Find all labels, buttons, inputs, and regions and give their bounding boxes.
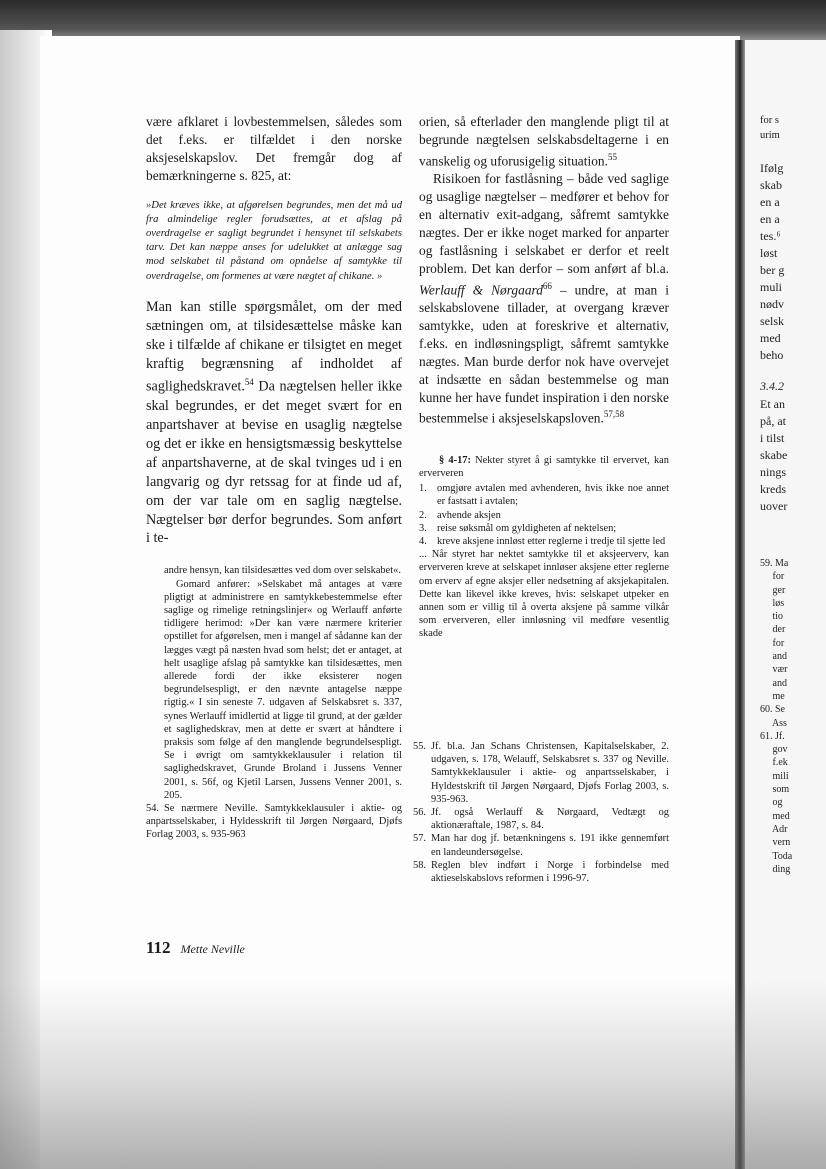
footnote-continued-2: Gomard anfører: »Selskabet må antages at være pligtigt at administrere en samtykkebestemmelse efter saglige og rimelige retningslinjer« og Werlauff anførte tidligere herimod: »Der kan være nærmere kriterier opstillet for afgørelsen, men i mangel af sådanne kan der lægges vægt på næsten hvad som helst; det er antaget, at helt usaglige afslag på samtykke kan tilsidesættes, men allerede fordi der ikke eksisterer nogen begrundelsespligt, er den nævnte antagelse næppe rigtig.« I sin seneste 7. udgaven af Selskabsret s. 337, synes Werlauff imidlertid at ligge til grund, at der gælder et saglighedskrav, men at dette er svært at håndtere i praksis som følge af den manglende begrundelsespligt. Se i øvrigt om samtykkeklausuler i relation til saglighedskravet, Grunde Broland i Jussens Venner 2001, s. 56f, og Kjetil Larsen, Jussens Venner 2001, s. 205. — [164, 578, 402, 801]
footnote-continued: andre hensyn, kan tilsidesættes ved dom over selskabet«. — [164, 565, 401, 577]
law-item: 2. avhende aksjen — [419, 509, 501, 521]
facing-line: 59. Ma — [760, 558, 789, 569]
paragraph-continued: orien, så efterlader den manglende pligt til at begrunde nægtelsen selskabsdeltagerne i en vanskelig og uforusigelig situation.$^{55}$ — [419, 114, 669, 169]
law-tail: ... Når styret har nektet samtykke til et aksjeerverv, kan erververen kreve at selskapet innløser aksjene etter reglerne om erverv af egne aksjer eller nedsetning af aksjekapitalen. Dette kan likevel ikke kreves, hvis: selskapet utpeker en annen som er villig til å overta aksjene på samme vilkår som erververen, eller innløsning vil medføre vesentlig skade — [419, 549, 669, 640]
facing-line: nings — [760, 465, 787, 479]
law-item: 3. reise søksmål om gyldigheten af nektelsen; — [419, 522, 617, 534]
facing-line: ger — [760, 584, 786, 596]
left-column — [146, 113, 402, 842]
facing-line: Ifølg — [760, 161, 784, 175]
facing-line: and — [760, 651, 787, 663]
facing-line: skabe — [760, 448, 788, 462]
paragraph-main: Man kan stille spørgsmålet, om der med sætningen om, at tilsidesættelse måske kan ske i tilfælde af chikane er tilsigtet en meget kraftig begrænsning af indholdet af saglighedskravet.$^{54}$ Da nægtelsen heller ikke skal begrundes, er det meget svært for en anpartshaver at bevise en usaglig nægtelse og det er ikke en hensigtsmæssig beskyttelse af anpartshaverne, at de skal tvinges ud i en langvarig og dyr retssag for at finde ud af, om der var tale om en saglig nægtelse. Nægtelser bør derfor begrundes. Som anført i te- — [146, 298, 402, 547]
footnote-ref-55[interactable]: 55 — [607, 151, 617, 162]
page-footer — [146, 938, 245, 958]
scan-bottom-grain — [0, 980, 826, 1169]
facing-line: Et an — [760, 397, 785, 411]
facing-line: ber g — [760, 263, 785, 277]
facing-heading: 3.4.2 — [760, 379, 784, 393]
norwegian-law-excerpt — [419, 454, 669, 641]
law-items — [419, 482, 669, 548]
facing-line: urim — [760, 130, 780, 141]
running-author: Mette Neville — [180, 942, 245, 956]
facing-line: i tilst — [760, 431, 785, 445]
author-citation: Werlauff & Nørgaard — [419, 282, 543, 298]
facing-line: med — [760, 331, 784, 345]
facing-line: Adr — [760, 823, 788, 835]
facing-line: vær — [760, 664, 788, 676]
facing-line: tio — [760, 611, 784, 623]
facing-line: uover — [760, 499, 788, 513]
facing-line: mili — [760, 770, 789, 782]
facing-section-lines — [760, 396, 787, 515]
facing-line: på, at — [760, 414, 786, 428]
facing-line: for — [760, 637, 785, 649]
footnotes-right — [413, 740, 669, 885]
footnote-56: 56. Jf. også Werlauff & Nørgaard, Vedtægt og aktionæraftale, 1987, s. 84. — [413, 807, 669, 832]
facing-line: med — [760, 810, 790, 822]
facing-line: løst — [760, 246, 781, 260]
facing-line: 60. Se — [760, 704, 785, 716]
facing-line: beho — [760, 348, 784, 362]
facing-mid-lines — [760, 160, 784, 364]
footnote-ref-56[interactable]: 66 — [542, 280, 552, 291]
footnotes-left — [146, 564, 402, 841]
facing-line: for s — [760, 115, 779, 126]
footnote-58: 58. Reglen blev indført i Norge i forbindelse med aktieselskabslovs reformen i 1996-97. — [413, 859, 669, 885]
facing-line: muli — [760, 280, 783, 294]
facing-line: 61. Jf. — [760, 730, 788, 742]
footnote-57: 57. Man har dog jf. betænkningens s. 191 ikke gennemført en landeundersøgelse. — [413, 833, 669, 858]
facing-line: Ass — [760, 717, 787, 729]
footnote-55: 55. Jf. bl.a. Jan Schans Christensen, Kapitalselskaber, 2. udgaven, s. 178, Welauff, Selskabsret s. 337 og Neville. Samtykkeklausuler i aktie- og anpartsselskaber, i Hyldestskrift til Jørgen Nørgaard, Djøfs Forlag 2003, s. 935-963. — [413, 741, 669, 805]
facing-line: tes.⁶ — [760, 229, 781, 243]
facing-line: og — [760, 797, 785, 809]
facing-line: der — [760, 624, 786, 636]
paragraph-risk: Risikoen for fastlåsning – både ved saglige og usaglige nægtelser – medfører et behov for en alternativ exit-adgang, såfremt samtykke nægtes. Der er ikke noget marked for anparter og fastlåsning i selskabet er derfor et reelt problem. Det kan derfor – som anført af bl.a. Werlauff & Nørgaard$^{66}$ – undre, at man i selskabslovene tillader, at overgang kræver samtykke, uden at foreskrive et alternativ, f.eks. en indløsningspligt, såfremt samtykke nægtes. Man burde derfor nok have overvejet at indsætte en sådan bestemmelse og man kunne her have fundet inspiration i den norske bestemmelse i aksjeselskapsloven.$^{57,58}$ — [419, 171, 669, 426]
facing-line: løs — [760, 597, 785, 609]
facing-line: gov — [760, 744, 788, 756]
facing-line: selsk — [760, 314, 784, 328]
footnote-54: 54. Se nærmere Neville. Samtykkeklausuler i aktie- og anpartsselskaber, i Hyldesskrift til Jørgen Nørgaard, Djøfs Forlag 2003, s. 935-963 — [146, 803, 402, 841]
law-item: 1. omgjøre avtalen med avhenderen, hvis ikke noe annet er fastsatt i avtalen; — [419, 483, 669, 508]
law-heading: § 4-17: Nekter styret å gi samtykke til ervervet, kan erververen — [419, 454, 669, 480]
law-item: 4. kreve aksjene innløst etter reglerne i tredje til sjette led — [419, 536, 666, 548]
facing-line: vern — [760, 837, 791, 849]
facing-line: me — [760, 690, 785, 702]
facing-line: skab — [760, 178, 782, 192]
facing-line: som — [760, 784, 790, 796]
facing-line: f.ek — [760, 757, 788, 769]
footnote-ref-54[interactable]: 54 — [244, 377, 254, 388]
facing-line: ding — [760, 863, 791, 875]
right-column — [419, 113, 669, 641]
page-number: 112 — [146, 938, 171, 957]
facing-line: Toda — [760, 850, 793, 862]
facing-line: nødv — [760, 297, 784, 311]
block-quote: »Det kræves ikke, at afgørelsen begrundes, men det må ud fra almindelige regler forudsættes, at et afslag på overdragelse er sagligt begrundet i hensynet til selskabets tarv. Det kan næppe anses for udelukket at anlægge sag mod selskabet til påstand om opnåelse af samtykke til overdragelse, om formenes at være nægtet af chikane. » — [146, 199, 402, 282]
paragraph-intro: være afklaret i lovbestemmelsen, således som det f.eks. er tilfældet i den norske aksjeselskapslov. Det fremgår dog af bemærkningerne s. 825, at: — [146, 114, 402, 183]
facing-line: en a — [760, 212, 780, 226]
footnote-ref-57-58[interactable]: 57,58 — [603, 409, 625, 420]
facing-top-lines — [760, 113, 780, 143]
facing-footnote-lines — [760, 557, 792, 876]
facing-line: and — [760, 677, 787, 689]
facing-line: en a — [760, 195, 780, 209]
facing-line: for — [760, 571, 785, 583]
facing-line: kreds — [760, 482, 786, 496]
